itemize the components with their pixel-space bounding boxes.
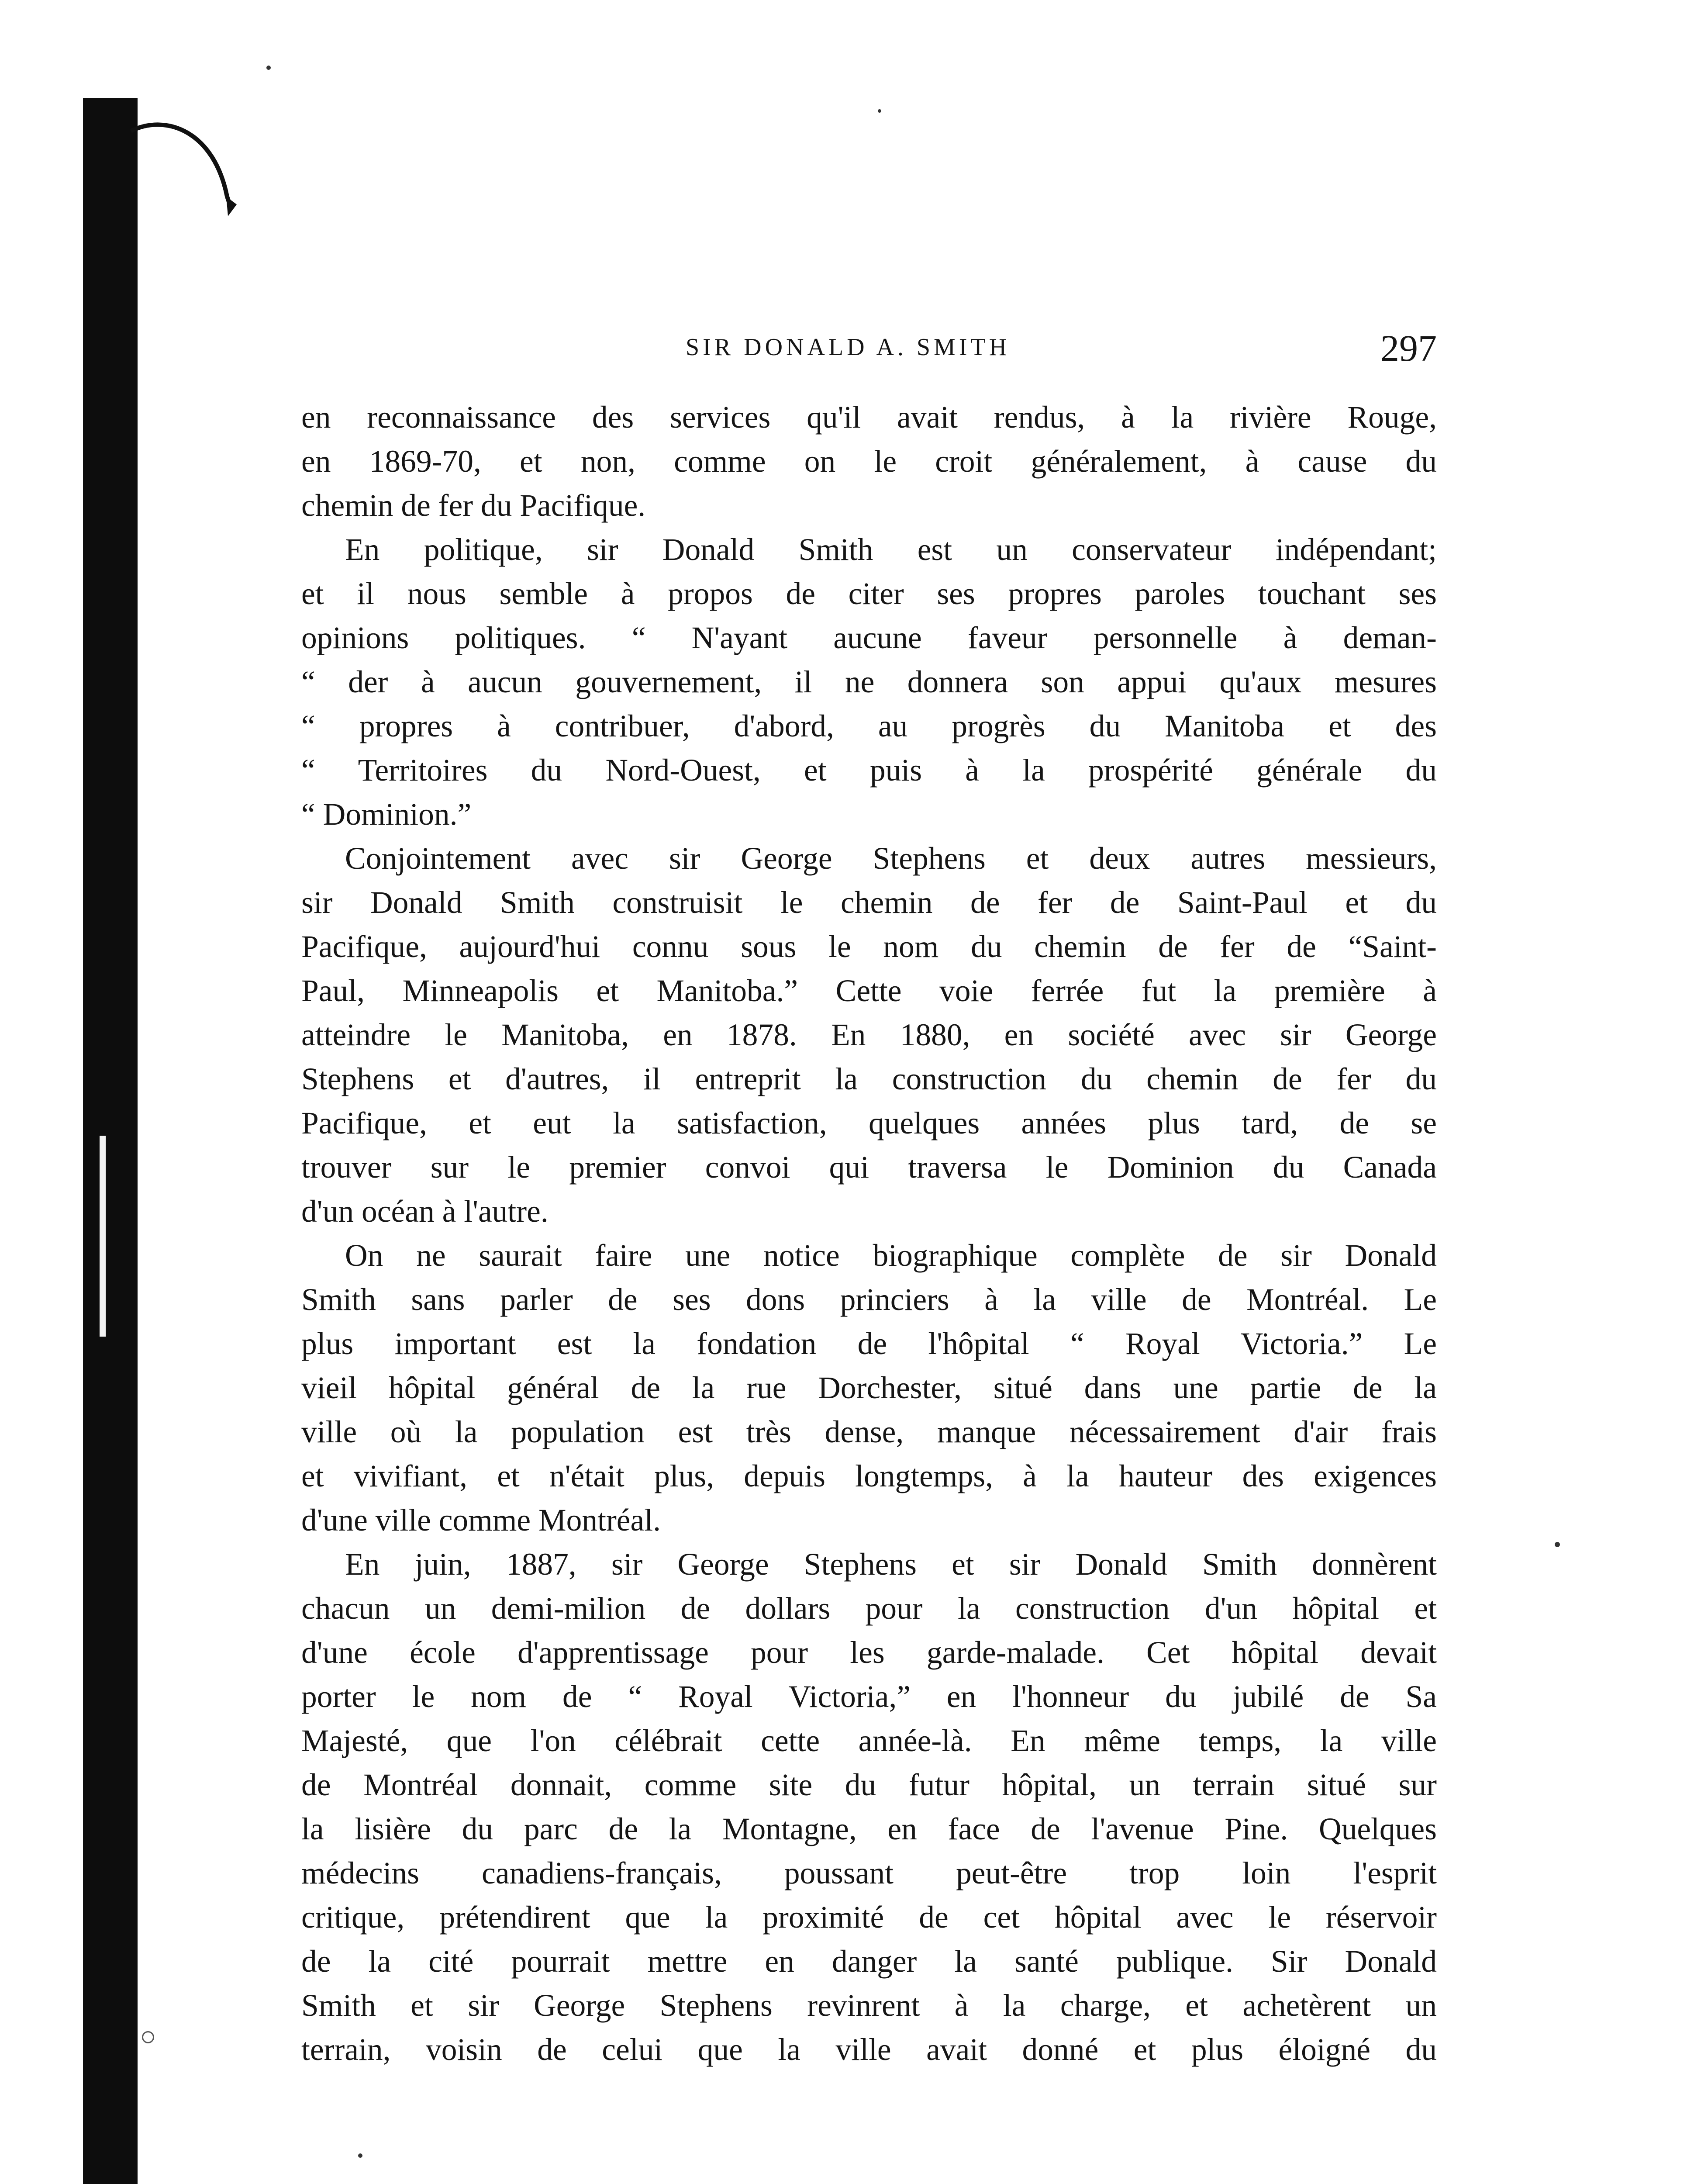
text-line: Pacifique, et eut la satisfaction, quelques années plus tard, de se	[301, 1106, 1437, 1140]
text-line: terrain, voisin de celui que la ville avait donné et plus éloigné du	[301, 2032, 1437, 2067]
paragraph	[301, 395, 1437, 528]
paragraph	[301, 836, 1437, 1234]
text-line: Paul, Minneapolis et Manitoba.” Cette voie ferrée fut la première à	[301, 974, 1437, 1008]
binding-thread-mark	[100, 66, 240, 249]
text-line: “ propres à contribuer, d'abord, au progrès du Manitoba et des	[301, 709, 1437, 743]
text-line: et vivifiant, et n'était plus, depuis longtemps, à la hauteur des exigences	[301, 1459, 1437, 1493]
text-line: médecins canadiens-français, poussant peut-être trop loin l'esprit	[301, 1856, 1437, 1890]
text-line: “ Territoires du Nord-Ouest, et puis à la prospérité générale du	[301, 753, 1437, 788]
paragraph	[301, 1542, 1437, 2072]
text-line: en reconnaissance des services qu'il avait rendus, à la rivière Rouge,	[301, 400, 1437, 435]
binding-edge-highlight	[100, 1136, 106, 1337]
text-line: d'un océan à l'autre.	[301, 1194, 549, 1229]
text-line: critique, prétendirent que la proximité de cet hôpital avec le réservoir	[301, 1900, 1437, 1935]
text-line: de la cité pourrait mettre en danger la santé publique. Sir Donald	[301, 1944, 1437, 1979]
text-line: Pacifique, aujourd'hui connu sous le nom du chemin de fer de “Saint-	[301, 930, 1437, 964]
text-line: En politique, sir Donald Smith est un conservateur indépendant;	[345, 532, 1437, 567]
binding-edge	[83, 98, 138, 2184]
text-line: Smith et sir George Stephens revinrent à la charge, et achetèrent un	[301, 1988, 1437, 2023]
text-line: “ der à aucun gouvernement, il ne donnera son appui qu'aux mesures	[301, 665, 1437, 699]
scan-speck	[878, 109, 881, 113]
text-line: la lisière du parc de la Montagne, en face de l'avenue Pine. Quelques	[301, 1812, 1437, 1846]
text-line: de Montréal donnait, comme site du futur hôpital, un terrain situé sur	[301, 1768, 1437, 1802]
text-line: sir Donald Smith construisit le chemin de fer de Saint-Paul et du	[301, 885, 1437, 920]
running-head	[301, 327, 1437, 378]
text-line: opinions politiques. “ N'ayant aucune faveur personnelle à deman-	[301, 621, 1437, 655]
text-line: Smith sans parler de ses dons princiers à la ville de Montréal. Le	[301, 1282, 1437, 1317]
text-line: Majesté, que l'on célébrait cette année-là. En même temps, la ville	[301, 1724, 1437, 1758]
text-line: d'une école d'apprentissage pour les garde-malade. Cet hôpital devait	[301, 1635, 1437, 1670]
scan-speck	[142, 2031, 154, 2043]
text-line: chemin de fer du Pacifique.	[301, 488, 646, 523]
text-line: Conjointement avec sir George Stephens et deux autres messieurs,	[345, 841, 1437, 876]
text-line: Stephens et d'autres, il entreprit la construction du chemin de fer du	[301, 1062, 1437, 1096]
text-line: d'une ville comme Montréal.	[301, 1503, 661, 1538]
page-number: 297	[1380, 327, 1437, 369]
text-line: ville où la population est très dense, manque nécessairement d'air frais	[301, 1415, 1437, 1449]
paragraph	[301, 528, 1437, 836]
text-line: plus important est la fondation de l'hôpital “ Royal Victoria.” Le	[301, 1327, 1437, 1361]
text-line: En juin, 1887, sir George Stephens et sir Donald Smith donnèrent	[345, 1547, 1437, 1582]
text-line: vieil hôpital général de la rue Dorchester, situé dans une partie de la	[301, 1371, 1437, 1405]
scan-speck	[266, 66, 271, 70]
running-title: SIR DONALD A. SMITH	[686, 334, 1011, 361]
body-text	[301, 395, 1437, 2072]
scan-speck	[358, 2153, 362, 2158]
scan-speck	[1555, 1542, 1560, 1547]
text-line: trouver sur le premier convoi qui traversa le Dominion du Canada	[301, 1150, 1437, 1185]
text-line: et il nous semble à propos de citer ses propres paroles touchant ses	[301, 577, 1437, 611]
text-line: “ Dominion.”	[301, 797, 472, 832]
text-line: On ne saurait faire une notice biographique complète de sir Donald	[345, 1238, 1437, 1273]
text-line: atteindre le Manitoba, en 1878. En 1880, en société avec sir George	[301, 1018, 1437, 1052]
text-line: porter le nom de “ Royal Victoria,” en l'honneur du jubilé de Sa	[301, 1679, 1437, 1714]
text-line: chacun un demi-milion de dollars pour la construction d'un hôpital et	[301, 1591, 1437, 1626]
text-line: en 1869-70, et non, comme on le croit généralement, à cause du	[301, 444, 1437, 479]
paragraph	[301, 1234, 1437, 1542]
